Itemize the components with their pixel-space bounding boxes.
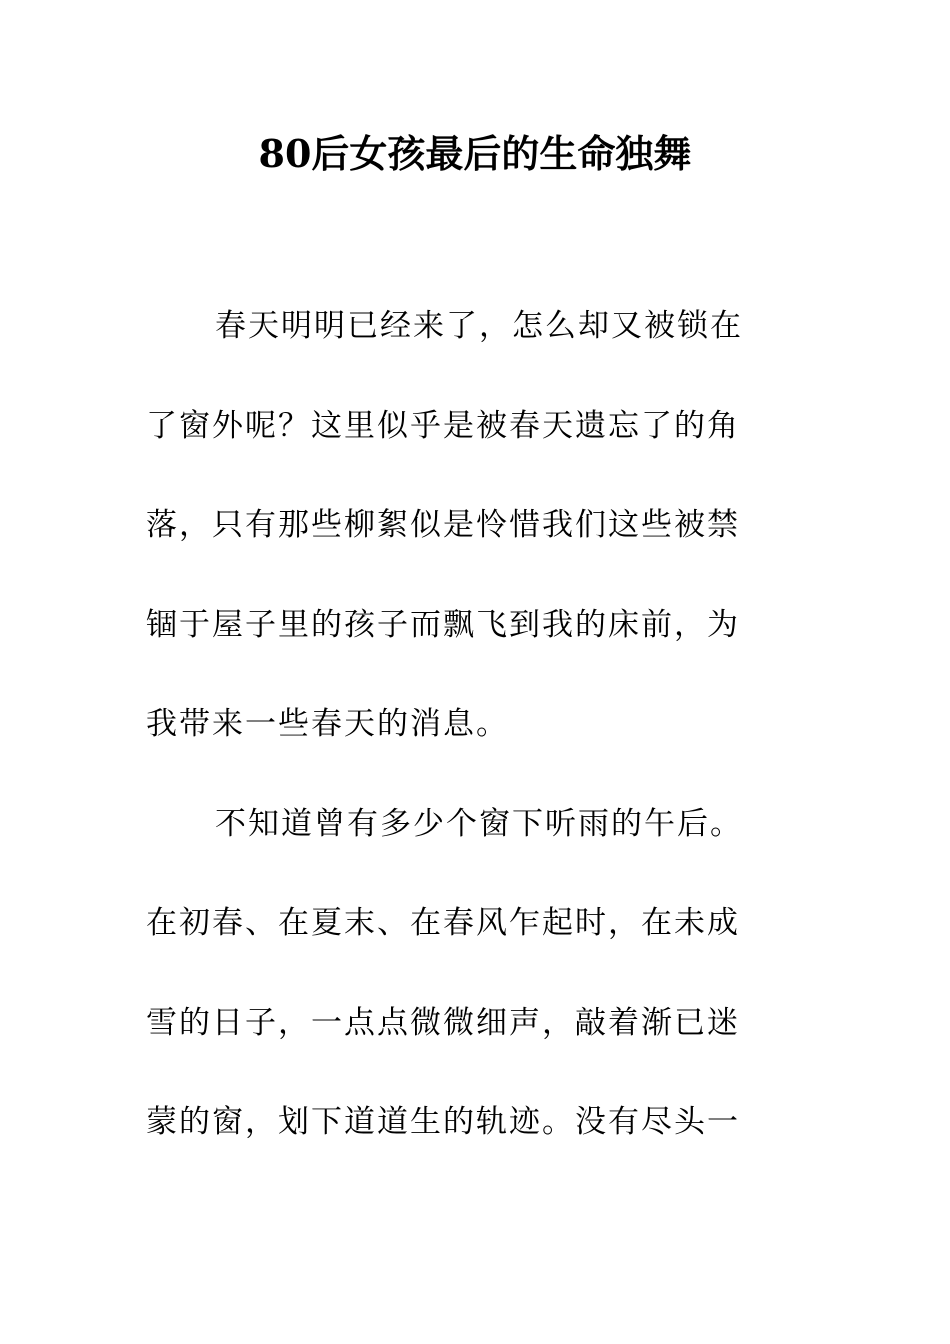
document-title: 80后女孩最后的生命独舞	[258, 131, 692, 176]
paragraph-1-line-3: 落，只有那些柳絮似是怜惜我们这些被禁	[146, 507, 740, 543]
paragraph-1-line-4: 锢于屋子里的孩子而飘飞到我的床前，为	[146, 607, 740, 643]
paragraph-1-line-5: 我带来一些春天的消息。	[146, 706, 509, 742]
paragraph-1-line-1: 春天明明已经来了，怎么却又被锁在	[215, 308, 743, 344]
paragraph-3-line-3: 蒙的窗，划下道道生的轨迹。没有尽头一	[146, 1104, 740, 1140]
paragraph-1-line-2: 了窗外呢？这里似乎是被春天遗忘了的角	[146, 408, 740, 444]
paragraph-2-line-1: 不知道曾有多少个窗下听雨的午后。	[215, 806, 743, 842]
paragraph-3-line-2: 雪的日子，一点点微微细声，敲着渐已迷	[146, 1005, 740, 1041]
paragraph-3-line-1: 在初春、在夏末、在春风乍起时，在未成	[146, 905, 740, 941]
